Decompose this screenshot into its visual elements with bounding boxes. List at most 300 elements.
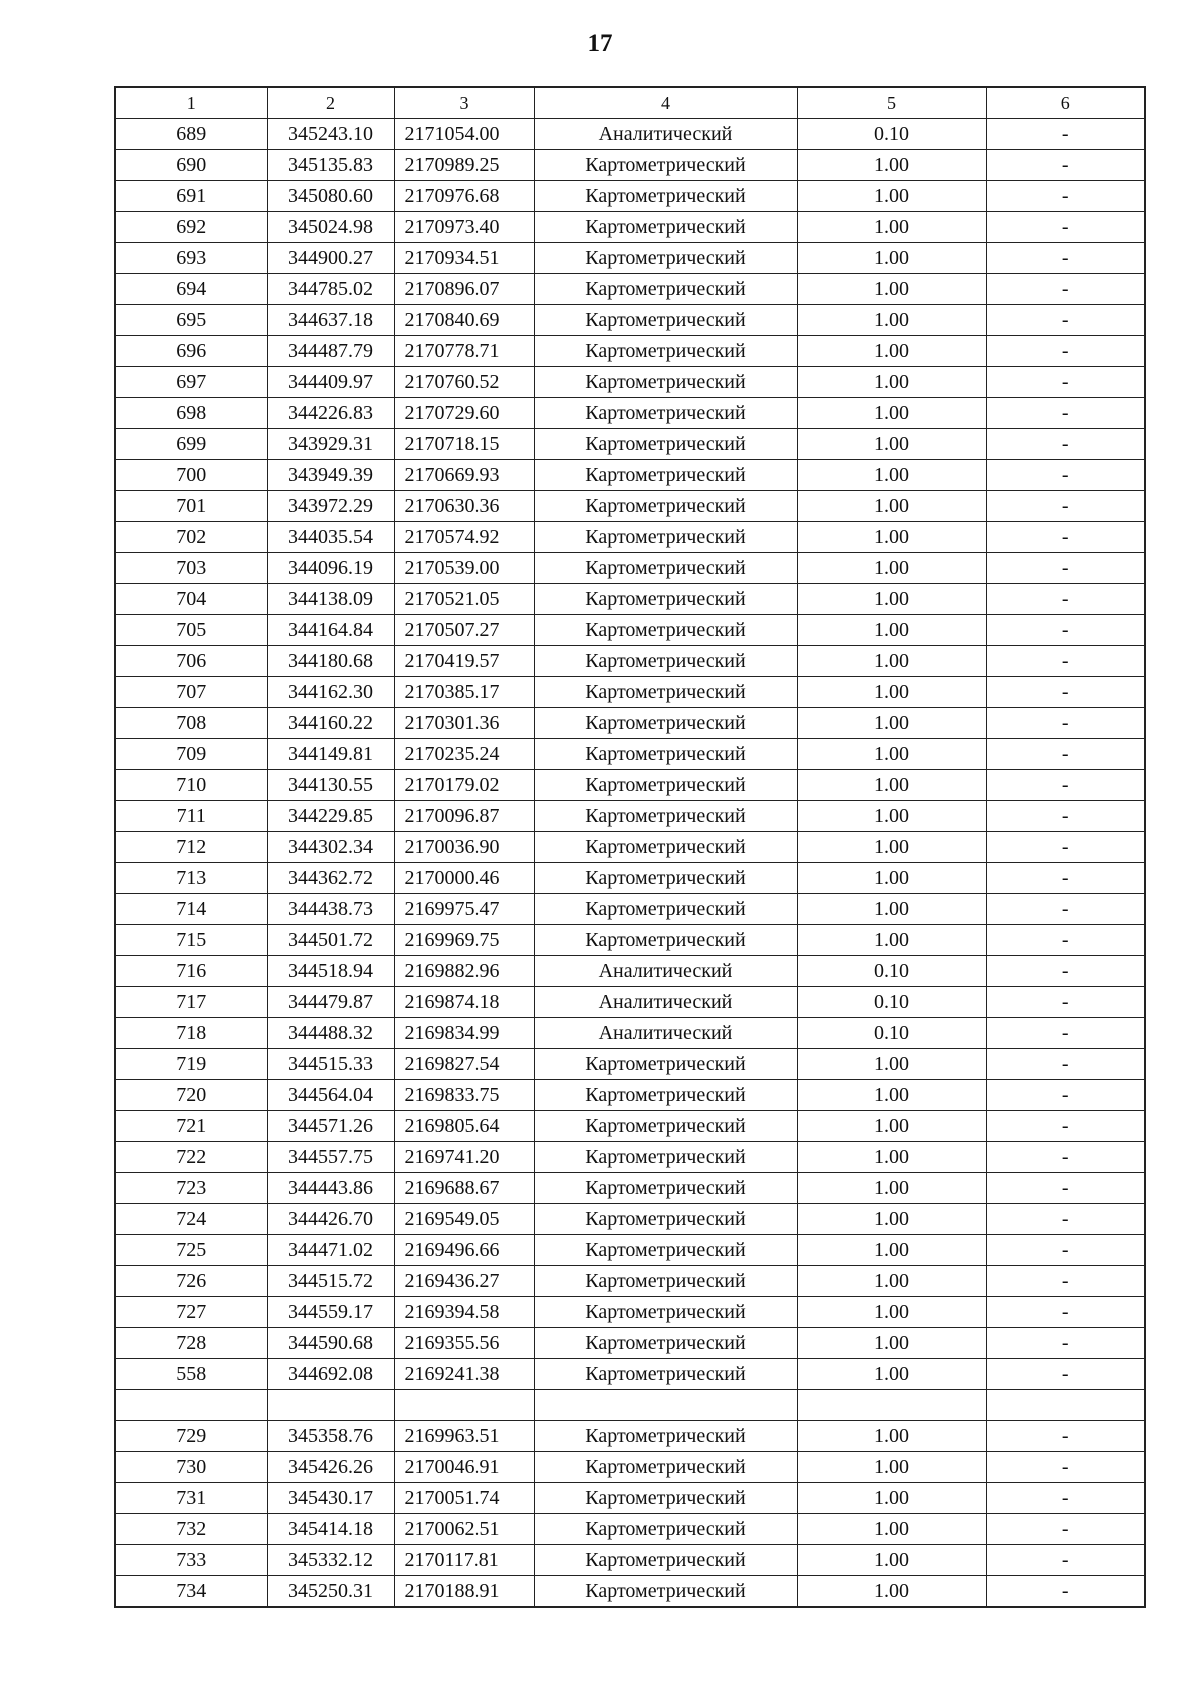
table-row [115,1142,1145,1173]
y-coordinate-cell: 2170669.93 [394,460,534,491]
point-number-cell: 717 [115,987,267,1018]
y-coordinate-cell: 2170729.60 [394,398,534,429]
note-cell: - [986,305,1145,336]
y-coordinate-cell: 2170976.68 [394,181,534,212]
x-coordinate-cell: 344557.75 [267,1142,394,1173]
point-number-cell: 710 [115,770,267,801]
point-number-cell: 708 [115,708,267,739]
point-number-cell: 709 [115,739,267,770]
y-coordinate-cell: 2170778.71 [394,336,534,367]
accuracy-cell: 1.00 [797,553,986,584]
accuracy-cell: 1.00 [797,863,986,894]
point-number-cell: 697 [115,367,267,398]
accuracy-cell: 1.00 [797,1173,986,1204]
method-cell: Картометрический [534,336,797,367]
x-coordinate-cell: 344229.85 [267,801,394,832]
table-row [115,584,1145,615]
point-number-cell: 725 [115,1235,267,1266]
x-coordinate-cell: 345243.10 [267,119,394,150]
accuracy-cell: 1.00 [797,336,986,367]
note-cell: - [986,1328,1145,1359]
note-cell: - [986,1514,1145,1545]
column-header-2: 2 [267,87,394,119]
accuracy-cell: 1.00 [797,1235,986,1266]
note-cell: - [986,553,1145,584]
x-coordinate-cell: 345430.17 [267,1483,394,1514]
y-coordinate-cell: 2170760.52 [394,367,534,398]
method-cell: Картометрический [534,305,797,336]
x-coordinate-cell: 344302.34 [267,832,394,863]
note-cell: - [986,1080,1145,1111]
x-coordinate-cell: 344226.83 [267,398,394,429]
accuracy-cell: 1.00 [797,1111,986,1142]
accuracy-cell: 1.00 [797,708,986,739]
point-number-cell: 698 [115,398,267,429]
table-row [115,615,1145,646]
method-cell: Картометрический [534,1235,797,1266]
table-row [115,305,1145,336]
accuracy-cell: 1.00 [797,832,986,863]
y-coordinate-cell: 2169436.27 [394,1266,534,1297]
accuracy-cell: 1.00 [797,1576,986,1608]
y-coordinate-cell: 2170896.07 [394,274,534,305]
point-number-cell: 727 [115,1297,267,1328]
note-cell [986,1390,1145,1421]
y-coordinate-cell: 2169549.05 [394,1204,534,1235]
accuracy-cell: 1.00 [797,367,986,398]
table-row [115,1235,1145,1266]
note-cell: - [986,1266,1145,1297]
point-number-cell: 731 [115,1483,267,1514]
method-cell: Картометрический [534,894,797,925]
point-number-cell: 689 [115,119,267,150]
point-number-cell: 730 [115,1452,267,1483]
x-coordinate-cell: 343929.31 [267,429,394,460]
accuracy-cell: 1.00 [797,770,986,801]
note-cell: - [986,1483,1145,1514]
y-coordinate-cell: 2169963.51 [394,1421,534,1452]
y-coordinate-cell: 2170630.36 [394,491,534,522]
table-row [115,1204,1145,1235]
note-cell: - [986,274,1145,305]
accuracy-cell [797,1390,986,1421]
note-cell: - [986,429,1145,460]
table-row [115,739,1145,770]
accuracy-cell: 1.00 [797,398,986,429]
point-number-cell: 713 [115,863,267,894]
method-cell: Аналитический [534,119,797,150]
point-number-cell: 715 [115,925,267,956]
table-row [115,770,1145,801]
note-cell: - [986,894,1145,925]
accuracy-cell: 1.00 [797,925,986,956]
method-cell: Картометрический [534,1421,797,1452]
x-coordinate-cell: 344149.81 [267,739,394,770]
point-number-cell: 716 [115,956,267,987]
point-number-cell: 558 [115,1359,267,1390]
accuracy-cell: 1.00 [797,1545,986,1576]
x-coordinate-cell: 344515.72 [267,1266,394,1297]
method-cell: Картометрический [534,615,797,646]
point-number-cell: 704 [115,584,267,615]
x-coordinate-cell: 344426.70 [267,1204,394,1235]
point-number-cell: 711 [115,801,267,832]
accuracy-cell: 0.10 [797,119,986,150]
method-cell: Картометрический [534,1142,797,1173]
table-row [115,212,1145,243]
note-cell: - [986,243,1145,274]
x-coordinate-cell: 345080.60 [267,181,394,212]
accuracy-cell: 1.00 [797,212,986,243]
y-coordinate-cell: 2170117.81 [394,1545,534,1576]
note-cell: - [986,770,1145,801]
table-row [115,894,1145,925]
y-coordinate-cell: 2169827.54 [394,1049,534,1080]
x-coordinate-cell: 344590.68 [267,1328,394,1359]
accuracy-cell: 1.00 [797,1514,986,1545]
note-cell: - [986,491,1145,522]
table-row [115,1545,1145,1576]
x-coordinate-cell: 344515.33 [267,1049,394,1080]
accuracy-cell: 1.00 [797,1266,986,1297]
method-cell: Картометрический [534,274,797,305]
method-cell: Картометрический [534,646,797,677]
table-row [115,553,1145,584]
table-row [115,1049,1145,1080]
table-row [115,708,1145,739]
x-coordinate-cell: 345135.83 [267,150,394,181]
y-coordinate-cell: 2169834.99 [394,1018,534,1049]
note-cell: - [986,150,1145,181]
y-coordinate-cell: 2169882.96 [394,956,534,987]
table-row [115,181,1145,212]
table-row [115,987,1145,1018]
table-body [115,119,1145,1608]
note-cell: - [986,1142,1145,1173]
x-coordinate-cell: 344487.79 [267,336,394,367]
point-number-cell [115,1390,267,1421]
note-cell: - [986,1018,1145,1049]
point-number-cell: 719 [115,1049,267,1080]
point-number-cell: 695 [115,305,267,336]
page-number: 17 [587,30,613,57]
point-number-cell: 699 [115,429,267,460]
x-coordinate-cell: 344160.22 [267,708,394,739]
table-row [115,956,1145,987]
accuracy-cell: 1.00 [797,243,986,274]
note-cell: - [986,212,1145,243]
point-number-cell: 702 [115,522,267,553]
x-coordinate-cell: 344438.73 [267,894,394,925]
method-cell: Картометрический [534,832,797,863]
point-number-cell: 732 [115,1514,267,1545]
y-coordinate-cell: 2170036.90 [394,832,534,863]
x-coordinate-cell: 345332.12 [267,1545,394,1576]
x-coordinate-cell: 344443.86 [267,1173,394,1204]
table-row [115,863,1145,894]
method-cell: Картометрический [534,584,797,615]
method-cell [534,1390,797,1421]
method-cell: Картометрический [534,1204,797,1235]
method-cell: Картометрический [534,491,797,522]
x-coordinate-cell: 344096.19 [267,553,394,584]
x-coordinate-cell: 344518.94 [267,956,394,987]
table-row [115,398,1145,429]
table-row [115,460,1145,491]
table-row [115,1018,1145,1049]
x-coordinate-cell: 344035.54 [267,522,394,553]
method-cell: Аналитический [534,987,797,1018]
note-cell: - [986,398,1145,429]
x-coordinate-cell: 344130.55 [267,770,394,801]
accuracy-cell: 1.00 [797,274,986,305]
point-number-cell: 690 [115,150,267,181]
note-cell: - [986,1576,1145,1608]
table-row [115,274,1145,305]
method-cell: Картометрический [534,1545,797,1576]
x-coordinate-cell: 344564.04 [267,1080,394,1111]
point-number-cell: 722 [115,1142,267,1173]
method-cell: Картометрический [534,708,797,739]
table-row [115,646,1145,677]
accuracy-cell: 1.00 [797,677,986,708]
table-row [115,1266,1145,1297]
accuracy-cell: 1.00 [797,1142,986,1173]
table-row [115,1390,1145,1421]
method-cell: Картометрический [534,677,797,708]
y-coordinate-cell [394,1390,534,1421]
y-coordinate-cell: 2170574.92 [394,522,534,553]
accuracy-cell: 1.00 [797,491,986,522]
note-cell: - [986,863,1145,894]
x-coordinate-cell: 345414.18 [267,1514,394,1545]
table-row [115,925,1145,956]
x-coordinate-cell: 345024.98 [267,212,394,243]
y-coordinate-cell: 2169975.47 [394,894,534,925]
y-coordinate-cell: 2169805.64 [394,1111,534,1142]
accuracy-cell: 1.00 [797,801,986,832]
y-coordinate-cell: 2170188.91 [394,1576,534,1608]
table-row [115,522,1145,553]
point-number-cell: 726 [115,1266,267,1297]
method-cell: Картометрический [534,1266,797,1297]
x-coordinate-cell [267,1390,394,1421]
note-cell: - [986,801,1145,832]
note-cell: - [986,1297,1145,1328]
method-cell: Картометрический [534,1080,797,1111]
table-row [115,491,1145,522]
x-coordinate-cell: 344180.68 [267,646,394,677]
method-cell: Картометрический [534,1452,797,1483]
method-cell: Аналитический [534,1018,797,1049]
table-header-row [115,87,1145,119]
point-number-cell: 723 [115,1173,267,1204]
y-coordinate-cell: 2169241.38 [394,1359,534,1390]
note-cell: - [986,522,1145,553]
table-row [115,1111,1145,1142]
accuracy-cell: 1.00 [797,181,986,212]
y-coordinate-cell: 2170179.02 [394,770,534,801]
y-coordinate-cell: 2169496.66 [394,1235,534,1266]
note-cell: - [986,1235,1145,1266]
point-number-cell: 721 [115,1111,267,1142]
point-number-cell: 720 [115,1080,267,1111]
y-coordinate-cell: 2170934.51 [394,243,534,274]
column-header-1: 1 [115,87,267,119]
note-cell: - [986,1111,1145,1142]
table-row [115,832,1145,863]
point-number-cell: 692 [115,212,267,243]
column-header-5: 5 [797,87,986,119]
x-coordinate-cell: 344559.17 [267,1297,394,1328]
point-number-cell: 724 [115,1204,267,1235]
table-row [115,119,1145,150]
method-cell: Картометрический [534,863,797,894]
method-cell: Картометрический [534,398,797,429]
table-row [115,243,1145,274]
method-cell: Картометрический [534,429,797,460]
accuracy-cell: 1.00 [797,1204,986,1235]
x-coordinate-cell: 344692.08 [267,1359,394,1390]
table-row [115,1328,1145,1359]
y-coordinate-cell: 2169394.58 [394,1297,534,1328]
point-number-cell: 701 [115,491,267,522]
method-cell: Картометрический [534,801,797,832]
accuracy-cell: 1.00 [797,584,986,615]
accuracy-cell: 1.00 [797,1080,986,1111]
accuracy-cell: 1.00 [797,1297,986,1328]
point-number-cell: 694 [115,274,267,305]
accuracy-cell: 1.00 [797,1421,986,1452]
column-header-4: 4 [534,87,797,119]
table-row [115,1576,1145,1608]
accuracy-cell: 1.00 [797,615,986,646]
accuracy-cell: 1.00 [797,522,986,553]
y-coordinate-cell: 2169969.75 [394,925,534,956]
method-cell: Картометрический [534,1576,797,1608]
x-coordinate-cell: 344637.18 [267,305,394,336]
method-cell: Картометрический [534,1111,797,1142]
accuracy-cell: 1.00 [797,1049,986,1080]
column-header-3: 3 [394,87,534,119]
y-coordinate-cell: 2170051.74 [394,1483,534,1514]
y-coordinate-cell: 2170301.36 [394,708,534,739]
accuracy-cell: 1.00 [797,1328,986,1359]
point-number-cell: 696 [115,336,267,367]
method-cell: Картометрический [534,367,797,398]
y-coordinate-cell: 2169833.75 [394,1080,534,1111]
accuracy-cell: 1.00 [797,1452,986,1483]
note-cell: - [986,336,1145,367]
accuracy-cell: 1.00 [797,1483,986,1514]
y-coordinate-cell: 2170718.15 [394,429,534,460]
note-cell: - [986,1545,1145,1576]
note-cell: - [986,925,1145,956]
method-cell: Картометрический [534,1173,797,1204]
table-row [115,1421,1145,1452]
accuracy-cell: 0.10 [797,956,986,987]
accuracy-cell: 1.00 [797,429,986,460]
table-row [115,429,1145,460]
y-coordinate-cell: 2170507.27 [394,615,534,646]
accuracy-cell: 1.00 [797,739,986,770]
note-cell: - [986,181,1145,212]
y-coordinate-cell: 2170385.17 [394,677,534,708]
note-cell: - [986,708,1145,739]
x-coordinate-cell: 344138.09 [267,584,394,615]
note-cell: - [986,615,1145,646]
method-cell: Картометрический [534,1483,797,1514]
table-row [115,1452,1145,1483]
point-number-cell: 705 [115,615,267,646]
method-cell: Картометрический [534,181,797,212]
x-coordinate-cell: 343972.29 [267,491,394,522]
table-row [115,1359,1145,1390]
y-coordinate-cell: 2169688.67 [394,1173,534,1204]
accuracy-cell: 1.00 [797,646,986,677]
point-number-cell: 712 [115,832,267,863]
note-cell: - [986,1049,1145,1080]
y-coordinate-cell: 2170521.05 [394,584,534,615]
note-cell: - [986,460,1145,491]
method-cell: Картометрический [534,1328,797,1359]
y-coordinate-cell: 2170062.51 [394,1514,534,1545]
method-cell: Картометрический [534,243,797,274]
x-coordinate-cell: 344785.02 [267,274,394,305]
table-row [115,801,1145,832]
y-coordinate-cell: 2170000.46 [394,863,534,894]
column-header-6: 6 [986,87,1145,119]
method-cell: Картометрический [534,1049,797,1080]
x-coordinate-cell: 345426.26 [267,1452,394,1483]
x-coordinate-cell: 344164.84 [267,615,394,646]
y-coordinate-cell: 2170235.24 [394,739,534,770]
point-number-cell: 733 [115,1545,267,1576]
method-cell: Картометрический [534,739,797,770]
table-row [115,1173,1145,1204]
note-cell: - [986,1421,1145,1452]
table-row [115,1080,1145,1111]
table-row [115,1483,1145,1514]
method-cell: Картометрический [534,212,797,243]
y-coordinate-cell: 2170973.40 [394,212,534,243]
x-coordinate-cell: 344471.02 [267,1235,394,1266]
x-coordinate-cell: 344409.97 [267,367,394,398]
note-cell: - [986,832,1145,863]
method-cell: Картометрический [534,1514,797,1545]
point-number-cell: 703 [115,553,267,584]
method-cell: Картометрический [534,150,797,181]
y-coordinate-cell: 2170419.57 [394,646,534,677]
point-number-cell: 728 [115,1328,267,1359]
x-coordinate-cell: 343949.39 [267,460,394,491]
note-cell: - [986,584,1145,615]
note-cell: - [986,1359,1145,1390]
point-number-cell: 700 [115,460,267,491]
note-cell: - [986,987,1145,1018]
y-coordinate-cell: 2169874.18 [394,987,534,1018]
method-cell: Картометрический [534,770,797,801]
table-row [115,336,1145,367]
y-coordinate-cell: 2169741.20 [394,1142,534,1173]
point-number-cell: 707 [115,677,267,708]
x-coordinate-cell: 344900.27 [267,243,394,274]
x-coordinate-cell: 344362.72 [267,863,394,894]
accuracy-cell: 1.00 [797,150,986,181]
method-cell: Картометрический [534,553,797,584]
accuracy-cell: 1.00 [797,894,986,925]
table-row [115,367,1145,398]
